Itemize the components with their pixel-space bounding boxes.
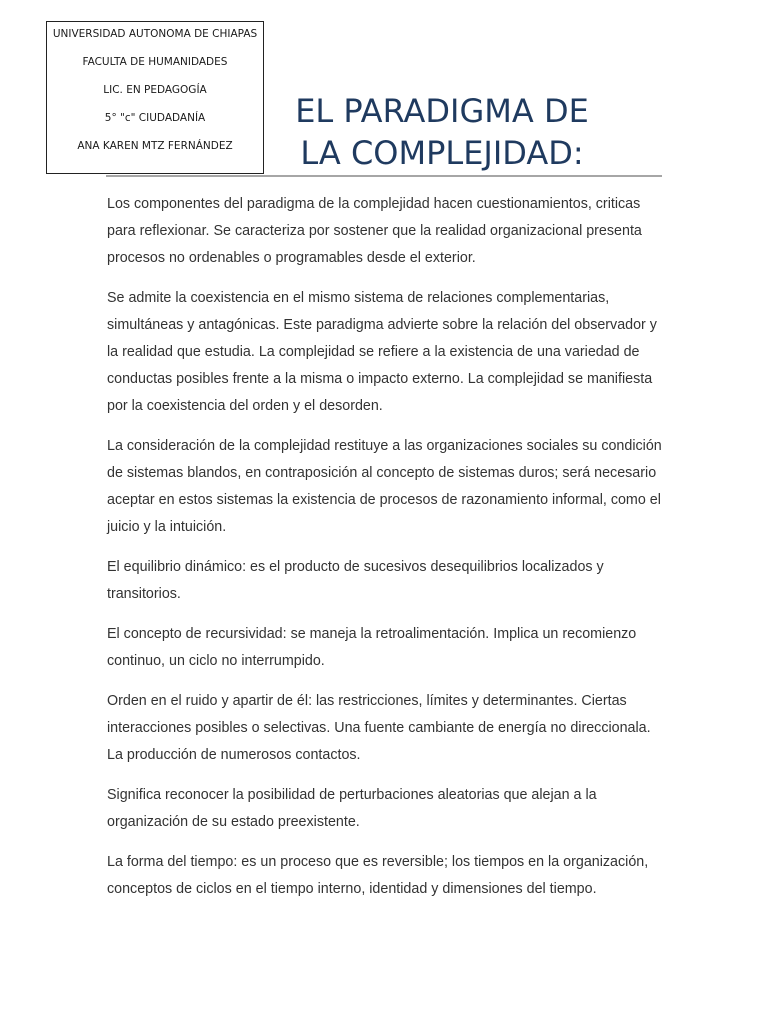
paragraph: El equilibrio dinámico: es el producto de sucesivos desequilibrios localizados y transitorios. xyxy=(107,559,604,602)
paragraph: Se admite la coexistencia en el mismo sistema de relaciones complementarias, simultáneas y antagónicas. Este paradigma advierte sobre la relación del observador y la realidad que estudia. La complejidad se refiere a la existencia de una variedad de conductas posibles frente a la misma o impacto externo. La complejidad se manifiesta por la coexistencia del orden y el desorden. xyxy=(107,290,657,414)
paragraph: Significa reconocer la posibilidad de perturbaciones aleatorias que alejan a la organización de su estado preexistente. xyxy=(107,787,597,830)
document-title: EL PARADIGMA DE LA COMPLEJIDAD: xyxy=(295,92,589,172)
faculty-name: FACULTA DE HUMANIDADES xyxy=(82,56,228,68)
document-body xyxy=(107,191,667,916)
paragraph: Orden en el ruido y apartir de él: las restricciones, límites y determinantes. Ciertas interacciones posibles o selectivas. Una fuente cambiante de energía no direccionala. La producción de numerosos contactos. xyxy=(107,693,651,763)
paragraph: El concepto de recursividad: se maneja la retroalimentación. Implica un recomienzo continuo, un ciclo no interrumpido. xyxy=(107,626,637,669)
university-name: UNIVERSIDAD AUTONOMA DE CHIAPAS xyxy=(52,28,258,40)
title-divider xyxy=(106,175,662,177)
degree-name: LIC. EN PEDAGOGÍA xyxy=(103,84,207,96)
paragraph: La consideración de la complejidad restituye a las organizaciones sociales su condición de sistemas blandos, en contraposición al concepto de sistemas duros; será necesario aceptar en estos sistemas la existencia de procesos de razonamiento informal, como el juicio y la intuición. xyxy=(107,438,662,535)
paragraph: Los componentes del paradigma de la complejidad hacen cuestionamientos, criticas para reflexionar. Se caracteriza por sostener que la realidad organizacional presenta procesos no ordenables o programables desde el exterior. xyxy=(107,196,642,266)
paragraph: La forma del tiempo: es un proceso que es reversible; los tiempos en la organización, conceptos de ciclos en el tiempo interno, identidad y dimensiones del tiempo. xyxy=(107,854,649,897)
author-name: ANA KAREN MTZ FERNÁNDEZ xyxy=(77,140,233,152)
group-name: 5° "c" CIUDADANÍA xyxy=(104,112,206,124)
header-info-box xyxy=(46,21,264,174)
